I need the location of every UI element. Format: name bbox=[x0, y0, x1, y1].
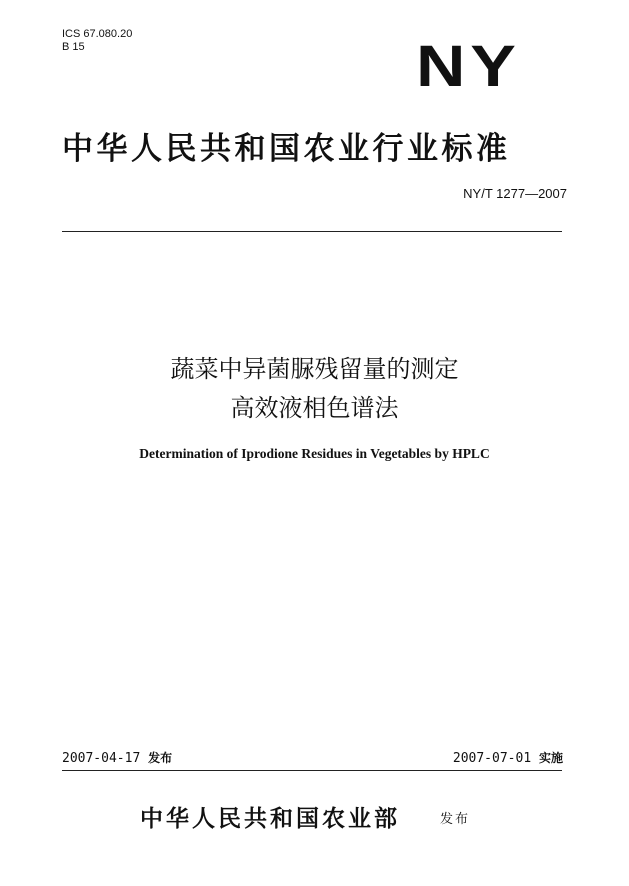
effective-date-block bbox=[453, 749, 563, 766]
issue-date-label: 发布 bbox=[148, 751, 173, 765]
effective-date-label: 实施 bbox=[538, 751, 563, 765]
english-title: Determination of Iprodione Residues in Vegetables by HPLC bbox=[139, 446, 490, 461]
ccs-code: B 15 bbox=[62, 41, 85, 53]
header-divider bbox=[62, 231, 562, 232]
issue-date: 2007-04-17 bbox=[62, 751, 141, 766]
document-title-line1: 蔬菜中异菌脲残留量的测定 bbox=[170, 355, 459, 383]
issuing-authority: 中华人民共和国农业部 bbox=[140, 805, 400, 832]
footer-divider bbox=[62, 770, 562, 771]
ics-code: ICS 67.080.20 bbox=[62, 28, 133, 40]
ny-logo: NY bbox=[416, 34, 521, 99]
standard-type-title: 中华人民共和国农业行业标准 bbox=[62, 131, 511, 167]
issuer-label: 发布 bbox=[440, 812, 471, 827]
standard-code: NY/T 1277—2007 bbox=[463, 186, 567, 201]
issue-date-block bbox=[62, 749, 172, 766]
effective-date: 2007-07-01 bbox=[452, 751, 532, 766]
document-title-line2: 高效液相色谱法 bbox=[230, 394, 399, 422]
